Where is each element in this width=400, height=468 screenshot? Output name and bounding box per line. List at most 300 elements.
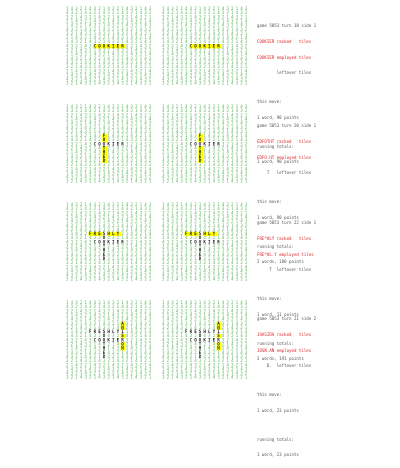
grid-digit: 4	[102, 222, 106, 228]
grid-digit: 1	[244, 128, 248, 134]
grid-digit: 3	[175, 264, 179, 270]
employed-line: EDFO.HT employed tiles	[257, 154, 312, 160]
grid-digit: 2	[93, 320, 97, 326]
grid-digit: 2	[148, 337, 152, 343]
tile-letter: E	[198, 349, 202, 355]
grid-digit: 2	[79, 6, 83, 11]
grid-digit: 1	[70, 329, 74, 335]
grid-digit: 2	[226, 26, 229, 32]
grid-digit: 1	[130, 324, 133, 330]
grid-digit: 3	[217, 374, 220, 380]
grid-digit: 1	[221, 166, 225, 172]
grid-digit: 2	[221, 178, 225, 184]
grid-digit: 1	[240, 264, 243, 270]
grid-digit: 4	[93, 133, 97, 139]
grid-digit: 1	[171, 47, 174, 53]
grid-digit: 3	[93, 39, 97, 45]
grid-digit: 1	[125, 231, 129, 237]
grid-digit: 4	[180, 141, 183, 147]
grid-digit: 2	[121, 362, 124, 368]
grid-digit: 4	[98, 276, 101, 282]
grid-digit: 4	[166, 137, 170, 143]
grid-digit: 1	[130, 80, 133, 86]
grid-digit: 3	[75, 235, 78, 241]
grid-digit: 3	[98, 149, 101, 155]
grid-digit: 4	[203, 316, 206, 322]
grid-digit: 2	[212, 39, 216, 45]
grid-digit: 2	[208, 272, 211, 278]
grid-digit: 3	[93, 72, 97, 78]
grid-digit: 1	[121, 104, 124, 109]
grid-digit: 2	[139, 214, 143, 220]
grid-digit: 3	[162, 276, 165, 282]
grid-digit: 4	[79, 30, 83, 36]
grid-digit: 3	[171, 137, 174, 143]
grid-digit: 4	[226, 51, 229, 57]
tile-letter: O	[121, 341, 124, 347]
tile-letter: O	[194, 337, 197, 343]
grid-digit: 3	[66, 112, 69, 118]
tile-letter: H	[102, 247, 106, 253]
grid-digit: 4	[208, 149, 211, 155]
grid-digit: 3	[231, 264, 234, 270]
grid-digit: 1	[226, 64, 229, 70]
grid-digit: 1	[116, 157, 120, 163]
grid-digit: 2	[66, 18, 69, 24]
grid-digit: 3	[217, 112, 220, 118]
grid-digit: 2	[102, 166, 106, 172]
grid-digit: 2	[148, 255, 152, 261]
grid-digit: 3	[70, 370, 74, 376]
grid-digit: 2	[93, 222, 97, 228]
grid-digit: 4	[66, 26, 69, 32]
grid-digit: 3	[244, 55, 248, 61]
grid-digit: 4	[171, 345, 174, 351]
grid-digit: 1	[79, 206, 83, 212]
grid-digit: 2	[208, 174, 211, 180]
grid-digit: 2	[75, 157, 78, 163]
grid-digit: 2	[171, 337, 174, 343]
grid-digit: 3	[125, 10, 129, 16]
grid-digit: 4	[112, 166, 115, 172]
grid-digit: 2	[70, 341, 74, 347]
grid-digit: 2	[116, 170, 120, 176]
grid-digit: 4	[175, 128, 179, 134]
grid-digit: 2	[116, 22, 120, 28]
grid-digit: 2	[93, 304, 97, 310]
grid-digit: 2	[240, 178, 243, 184]
grid-digit: 2	[166, 324, 170, 330]
grid-digit: 2	[244, 320, 248, 326]
grid-digit: 1	[226, 243, 229, 249]
grid-digit: 4	[102, 76, 106, 82]
grid-digit: 3	[93, 153, 97, 159]
grid-digit: 1	[75, 324, 78, 330]
grid-digit: 3	[198, 14, 202, 20]
tile-letter: I	[112, 141, 115, 147]
grid-digit: 1	[66, 235, 69, 241]
grid-digit: 3	[180, 260, 183, 266]
grid-digit: 3	[226, 333, 229, 339]
grid-digit: 1	[98, 157, 101, 163]
grid-digit: 4	[84, 353, 87, 359]
grid-digit: 2	[89, 162, 92, 168]
grid-digit: 3	[244, 170, 248, 176]
grid-digit: 1	[175, 59, 179, 65]
grid-digit: 3	[139, 80, 143, 86]
grid-digit: 4	[162, 108, 165, 114]
grid-digit: 1	[221, 35, 225, 41]
grid-digit: 2	[66, 116, 69, 122]
grid-digit: 3	[208, 22, 211, 28]
grid-digit: 2	[217, 312, 220, 318]
grid-digit: 4	[139, 124, 143, 130]
grid-digit: 2	[70, 162, 74, 168]
grid-digit: 4	[75, 35, 78, 41]
grid-digit: 4	[194, 260, 197, 266]
grid-digit: 3	[102, 178, 106, 184]
grid-digit: 3	[116, 166, 120, 172]
grid-digit: 4	[135, 178, 138, 184]
grid-digit: 4	[139, 304, 143, 310]
grid-digit: 1	[135, 124, 138, 130]
grid-digit: 1	[139, 39, 143, 45]
grid-digit: 2	[121, 214, 124, 220]
grid-digit: 3	[244, 251, 248, 257]
grid-digit: 4	[212, 358, 216, 364]
grid-digit: 3	[166, 124, 170, 130]
grid-digit: 1	[66, 349, 69, 355]
grid-digit: 2	[144, 162, 147, 168]
grid-digit: 4	[240, 137, 243, 143]
grid-digit: 4	[217, 304, 220, 310]
grid-digit: 2	[121, 264, 124, 270]
grid-digit: 4	[198, 370, 202, 376]
grid-digit: 4	[194, 374, 197, 380]
grid-digit: 4	[98, 358, 101, 364]
grid-digit: 2	[102, 312, 106, 318]
grid-digit: 3	[98, 35, 101, 41]
grid-digit: 1	[130, 260, 133, 266]
grid-digit: 1	[89, 51, 92, 57]
grid-digit: 1	[144, 166, 147, 172]
grid-digit: 1	[231, 174, 234, 180]
tile-letter: H	[198, 149, 202, 155]
grid-digit: 4	[162, 255, 165, 261]
grid-digit: 4	[240, 202, 243, 207]
grid-digit: 4	[70, 137, 74, 143]
grid-digit: 4	[89, 72, 92, 78]
grid-digit: 2	[116, 235, 120, 241]
grid-digit: 4	[79, 358, 83, 364]
grid-digit: 1	[144, 329, 147, 335]
grid-digit: 2	[235, 51, 239, 57]
grid-digit: 1	[203, 149, 206, 155]
grid-digit: 1	[70, 18, 74, 24]
grid-digit: 1	[166, 247, 170, 253]
grid-digit: 2	[89, 324, 92, 330]
grid-digit: 3	[148, 366, 152, 372]
grid-digit: 1	[102, 268, 106, 274]
grid-digit: 2	[212, 137, 216, 143]
grid-digit: 1	[226, 178, 229, 184]
grid-digit: 3	[125, 124, 129, 130]
grid-digit: 3	[89, 108, 92, 114]
grid-digit: 3	[203, 157, 206, 163]
grid-digit: 4	[208, 247, 211, 253]
grid-digit: 3	[130, 251, 133, 257]
grid-digit: 2	[116, 366, 120, 372]
grid-digit: 1	[203, 116, 206, 122]
grid-digit: 4	[102, 10, 106, 16]
tile-letter: I	[208, 43, 211, 49]
grid-digit: 1	[175, 320, 179, 326]
grid-digit: 4	[166, 349, 170, 355]
grid-digit: 3	[198, 64, 202, 70]
board-panel	[66, 202, 152, 282]
grid-digit: 3	[125, 272, 129, 278]
grid-digit: 1	[171, 276, 174, 282]
grid-digit: 1	[112, 162, 115, 168]
grid-digit: 1	[244, 210, 248, 216]
grid-digit: 4	[208, 345, 211, 351]
grid-digit: 3	[130, 235, 133, 241]
grid-digit: 1	[135, 370, 138, 376]
grid-digit: 4	[244, 247, 248, 253]
grid-digit: 4	[66, 174, 69, 180]
grid-digit: 3	[208, 72, 211, 78]
grid-digit: 4	[125, 333, 129, 339]
tile-letter: R	[93, 329, 97, 335]
grid-digit: 1	[235, 202, 239, 207]
grid-digit: 3	[217, 47, 220, 53]
grid-digit: 2	[79, 22, 83, 28]
grid-digit: 2	[135, 251, 138, 257]
grid-digit: 2	[130, 222, 133, 228]
grid-digit: 1	[180, 366, 183, 372]
grid-digit: 4	[180, 272, 183, 278]
grid-digit: 1	[240, 247, 243, 253]
grid-digit: 3	[221, 206, 225, 212]
grid-digit: 4	[70, 55, 74, 61]
grid-digit: 4	[116, 30, 120, 36]
grid-digit: 4	[93, 214, 97, 220]
grid-digit: 1	[208, 210, 211, 216]
grid-digit: 2	[226, 10, 229, 16]
grid-digit: 3	[148, 104, 152, 109]
grid-digit: 4	[89, 366, 92, 372]
grid-digit: 1	[98, 26, 101, 32]
grid-digit: 4	[135, 226, 138, 232]
grid-digit: 3	[166, 206, 170, 212]
grid-digit: 2	[144, 178, 147, 184]
grid-digit: 1	[116, 370, 120, 376]
grid-digit: 3	[217, 210, 220, 216]
grid-digit: 2	[203, 341, 206, 347]
grid-digit: 4	[212, 341, 216, 347]
grid-digit: 4	[203, 202, 206, 207]
tile-letter: C	[189, 141, 193, 147]
grid-digit: 4	[162, 26, 165, 32]
grid-digit: 2	[139, 116, 143, 122]
grid-digit: 4	[221, 170, 225, 176]
grid-digit: 4	[180, 174, 183, 180]
grid-digit: 3	[198, 210, 202, 216]
grid-digit: 4	[75, 247, 78, 253]
grid-digit: 1	[125, 166, 129, 172]
grid-digit: 4	[194, 226, 197, 232]
grid-digit: 2	[130, 26, 133, 32]
grid-digit: 3	[221, 157, 225, 163]
grid-digit: 4	[189, 362, 193, 368]
grid-digit: 4	[162, 43, 165, 49]
grid-digit: 3	[235, 260, 239, 266]
grid-digit: 2	[84, 329, 87, 335]
grid-digit: 4	[244, 133, 248, 139]
grid-digit: 4	[198, 124, 202, 130]
grid-digit: 2	[130, 59, 133, 65]
tile-letter: C	[93, 239, 97, 245]
grid-digit: 2	[194, 268, 197, 274]
grid-digit: 3	[162, 358, 165, 364]
grid-digit: 2	[226, 320, 229, 326]
grid-digit: 2	[98, 251, 101, 257]
grid-digit: 1	[66, 268, 69, 274]
grid-digit: 1	[244, 276, 248, 282]
grid-digit: 4	[84, 370, 87, 376]
grid-digit: 4	[98, 178, 101, 184]
grid-digit: 1	[135, 337, 138, 343]
grid-digit: 3	[102, 210, 106, 216]
grid-digit: 3	[148, 235, 152, 241]
turn-header: game 5053 turn 21 side 2	[257, 316, 317, 322]
grid-digit: 2	[148, 26, 152, 32]
grid-digit: 2	[121, 133, 124, 139]
grid-digit: 4	[135, 276, 138, 282]
grid-digit: 3	[79, 116, 83, 122]
grid-digit: 4	[185, 268, 188, 274]
grid-digit: 3	[112, 202, 115, 207]
grid-digit: 2	[130, 320, 133, 326]
grid-digit: 1	[66, 316, 69, 322]
tile-letter: K	[203, 239, 206, 245]
grid-digit: 3	[180, 30, 183, 36]
grid-digit: 1	[121, 137, 124, 143]
grid-digit: 3	[194, 214, 197, 220]
grid-digit: 3	[240, 108, 243, 114]
grid-digit: 3	[217, 308, 220, 314]
grid-digit: 3	[135, 68, 138, 74]
grid-digit: 3	[148, 316, 152, 322]
grid-digit: 4	[235, 222, 239, 228]
grid-digit: 3	[175, 345, 179, 351]
tile-letter: N	[217, 324, 220, 330]
grid-digit: 3	[75, 120, 78, 126]
grid-digit: 1	[84, 120, 87, 126]
grid-digit: 2	[102, 68, 106, 74]
grid-digit: 4	[70, 170, 74, 176]
grid-digit: 4	[231, 178, 234, 184]
grid-digit: 1	[244, 308, 248, 314]
grid-digit: 3	[185, 304, 188, 310]
grid-digit: 4	[226, 231, 229, 237]
grid-digit: 3	[75, 137, 78, 143]
grid-digit: 3	[139, 324, 143, 330]
grid-digit: 3	[75, 202, 78, 207]
grid-digit: 3	[112, 137, 115, 143]
grid-digit: 1	[98, 272, 101, 278]
grid-digit: 4	[89, 349, 92, 355]
grid-digit: 1	[144, 149, 147, 155]
grid-digit: 3	[208, 39, 211, 45]
grid-digit: 4	[221, 251, 225, 257]
grid-digit: 2	[235, 166, 239, 172]
grid-digit: 3	[107, 157, 110, 163]
grid-digit: 2	[171, 206, 174, 212]
grid-digit: 4	[125, 55, 129, 61]
grid-digit: 3	[66, 358, 69, 364]
grid-digit: 4	[98, 64, 101, 70]
grid-digit: 1	[198, 120, 202, 126]
running-title: running totals:	[257, 243, 294, 249]
grid-digit: 3	[125, 320, 129, 326]
grid-digit: 3	[144, 26, 147, 32]
grid-digit: 1	[70, 133, 74, 139]
grid-digit: 3	[162, 47, 165, 53]
grid-digit: 3	[84, 145, 87, 151]
grid-digit: 2	[212, 120, 216, 126]
grid-digit: 2	[185, 210, 188, 216]
grid-digit: 4	[135, 128, 138, 134]
grid-digit: 1	[70, 362, 74, 368]
grid-digit: 3	[148, 333, 152, 339]
grid-digit: 3	[240, 222, 243, 228]
grid-digit: 3	[235, 341, 239, 347]
grid-digit: 3	[235, 226, 239, 232]
grid-digit: 4	[116, 162, 120, 168]
grid-digit: 4	[203, 39, 206, 45]
grid-digit: 4	[221, 55, 225, 61]
grid-digit: 1	[180, 137, 183, 143]
grid-digit: 3	[75, 333, 78, 339]
move-score: 1 word, 11 points	[257, 311, 299, 317]
grid-digit: 4	[217, 76, 220, 82]
grid-digit: 1	[93, 47, 97, 53]
grid-digit: 2	[235, 18, 239, 24]
grid-digit: 3	[217, 162, 220, 168]
grid-digit: 4	[185, 333, 188, 339]
grid-digit: 3	[212, 18, 216, 24]
grid-digit: 4	[112, 214, 115, 220]
grid-digit: 3	[166, 157, 170, 163]
grid-digit: 2	[116, 316, 120, 322]
grid-digit: 1	[198, 366, 202, 372]
grid-digit: 2	[212, 22, 216, 28]
grid-digit: 1	[235, 235, 239, 241]
grid-digit: 3	[171, 22, 174, 28]
grid-digit: 2	[79, 170, 83, 176]
grid-digit: 2	[112, 353, 115, 359]
grid-digit: 4	[175, 341, 179, 347]
grid-digit: 3	[226, 366, 229, 372]
grid-digit: 1	[121, 55, 124, 61]
grid-digit: 4	[162, 141, 165, 147]
grid-digit: 1	[84, 300, 87, 305]
grid-digit: 4	[180, 222, 183, 228]
grid-digit: 3	[221, 222, 225, 228]
grid-digit: 2	[231, 316, 234, 322]
grid-digit: 2	[75, 272, 78, 278]
